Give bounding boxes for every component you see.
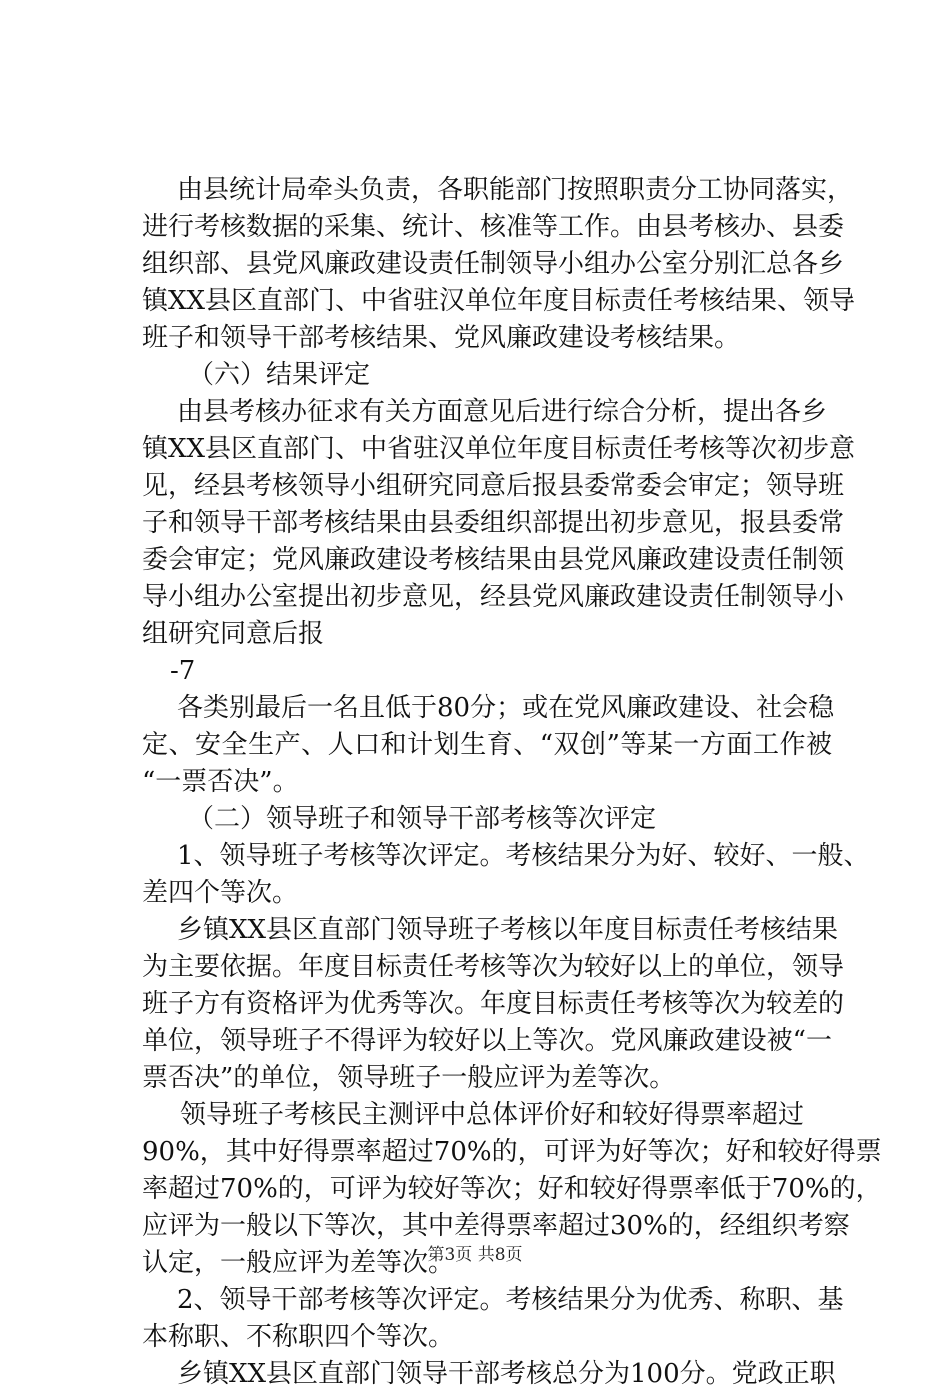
paragraph-line: 委会审定；党风廉政建设考核结果由县党风廉政建设责任制领	[142, 545, 845, 575]
page-footer: 第3页 共8页	[427, 1245, 523, 1265]
paragraph-line: 本称职、不称职四个等次。	[142, 1322, 455, 1352]
paragraph-line: 2、领导干部考核等次评定。考核结果分为优秀、称职、基	[177, 1285, 844, 1315]
paragraph-line: 为主要依据。年度目标责任考核等次为较好以上的单位，领导	[142, 952, 845, 982]
paragraph-line: 见，经县考核领导小组研究同意后报县委常委会审定；领导班	[142, 471, 845, 501]
section-heading: （二）领导班子和领导干部考核等次评定	[188, 804, 657, 834]
document-body	[142, 172, 882, 1393]
paragraph-line: 乡镇XX县区直部门领导班子考核以年度目标责任考核结果	[177, 915, 839, 945]
paragraph-line: “一票否决”。	[142, 767, 299, 797]
paragraph-line: 各类别最后一名且低于80分；或在党风廉政建设、社会稳	[177, 693, 835, 723]
paragraph-line: 由县考核办征求有关方面意见后进行综合分析，提出各乡	[177, 397, 828, 427]
paragraph-line: 领导班子考核民主测评中总体评价好和较好得票率超过	[180, 1100, 805, 1130]
paragraph-line: 镇XX县区直部门、中省驻汉单位年度目标责任考核结果、领导	[142, 286, 856, 316]
paragraph-line: 应评为一般以下等次，其中差得票率超过30%的，经组织考察	[142, 1211, 850, 1241]
paragraph-line: 由县统计局牵头负责，各职能部门按照职责分工协同落实，	[177, 175, 854, 205]
paragraph-line: 单位，领导班子不得评为较好以上等次。党风廉政建设被“一	[142, 1026, 832, 1056]
paragraph-line: 率超过70%的，可评为较好等次；好和较好得票率低于70%的，	[142, 1174, 882, 1204]
paragraph-line: 乡镇XX县区直部门领导干部考核总分为100分。党政正职	[177, 1359, 836, 1389]
paragraph-line: 进行考核数据的采集、统计、核准等工作。由县考核办、县委	[142, 212, 845, 242]
section-heading: （六）结果评定	[188, 360, 371, 390]
paragraph-line: 组研究同意后报	[142, 619, 325, 649]
paragraph-line: 镇XX县区直部门、中省驻汉单位年度目标责任考核等次初步意	[142, 434, 856, 464]
paragraph-line: 组织部、县党风廉政建设责任制领导小组办公室分别汇总各乡	[142, 249, 845, 279]
paragraph-line: 票否决”的单位，领导班子一般应评为差等次。	[142, 1063, 676, 1093]
paragraph-line: 子和领导干部考核结果由县委组织部提出初步意见，报县委常	[142, 508, 845, 538]
paragraph-line: 90%，其中好得票率超过70%的，可评为好等次；好和较好得票	[142, 1137, 882, 1167]
paragraph-line: 定、安全生产、人口和计划生育、“双创”等某一方面工作被	[142, 730, 832, 760]
page-fragment-marker: -7	[170, 656, 196, 686]
paragraph-line: 导小组办公室提出初步意见，经县党风廉政建设责任制领导小	[142, 582, 845, 612]
paragraph-line: 1、领导班子考核等次评定。考核结果分为好、较好、一般、	[177, 841, 870, 871]
paragraph-line: 差四个等次。	[142, 878, 299, 908]
paragraph-line: 认定，一般应评为差等次。	[142, 1248, 455, 1278]
paragraph-line: 班子方有资格评为优秀等次。年度目标责任考核等次为较差的	[142, 989, 845, 1019]
paragraph-line: 班子和领导干部考核结果、党风廉政建设考核结果。	[142, 323, 741, 353]
